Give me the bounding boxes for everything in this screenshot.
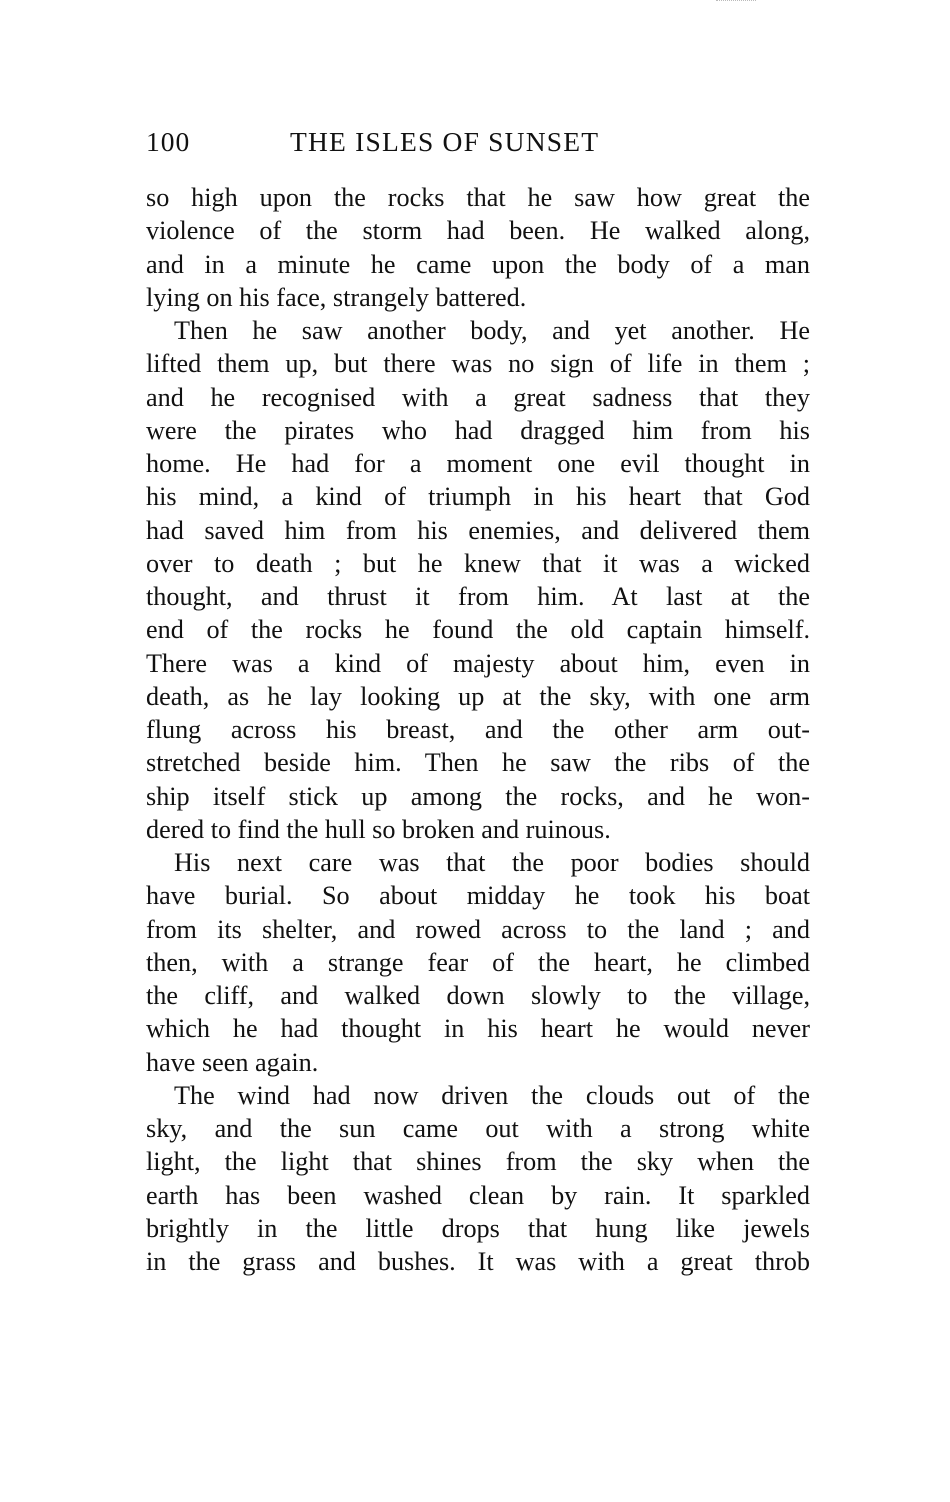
text-line: brightly in the little drops that hung like jewels — [146, 1213, 810, 1243]
scan-mark — [716, 0, 756, 7]
text-line: sky, and the sun came out with a strong white — [146, 1114, 810, 1143]
text-line: in the grass and bushes. It was with a great throb — [146, 1247, 810, 1276]
text-line: over to death ; but he knew that it was a wicked — [146, 548, 810, 578]
body-text — [146, 181, 810, 1278]
text-line: violence of the storm had been. He walked along, — [146, 216, 810, 246]
text-line: which he had thought in his heart he would never — [146, 1014, 810, 1044]
text-line: death, as he lay looking up at the sky, with one arm — [146, 681, 810, 711]
text-line: stretched beside him. Then he saw the ribs of the — [146, 748, 810, 778]
text-line: and he recognised with a great sadness that they — [146, 382, 810, 412]
text-line: earth has been washed clean by rain. It sparkled — [146, 1180, 810, 1210]
text-line: were the pirates who had dragged him from his — [146, 415, 810, 445]
page-header — [146, 122, 810, 162]
text-line: thought, and thrust it from him. At last at the — [146, 582, 810, 611]
text-line: and in a minute he came upon the body of a man — [146, 249, 810, 279]
text-line: dered to find the hull so broken and ruinous. — [146, 814, 611, 844]
running-title: THE ISLES OF SUNSET — [290, 126, 600, 157]
text-line: the cliff, and walked down slowly to the village, — [146, 981, 810, 1010]
page-number: 100 — [146, 126, 191, 157]
text-line: Then he saw another body, and yet another. He — [174, 316, 810, 345]
text-line: His next care was that the poor bodies should — [174, 848, 810, 877]
text-line: home. He had for a moment one evil thought in — [146, 449, 810, 478]
text-line: There was a kind of majesty about him, even in — [146, 648, 810, 678]
text-line: have seen again. — [146, 1047, 319, 1077]
text-line: end of the rocks he found the old captain himself. — [146, 615, 810, 645]
text-line: lying on his face, strangely battered. — [146, 282, 527, 312]
text-line: lifted them up, but there was no sign of life in them ; — [146, 349, 810, 379]
text-line: flung across his breast, and the other arm out- — [146, 715, 810, 744]
text-line: then, with a strange fear of the heart, he climbed — [146, 947, 810, 977]
text-line: his mind, a kind of triumph in his heart that God — [146, 482, 810, 512]
text-line: ship itself stick up among the rocks, and he won- — [146, 781, 810, 811]
text-line: from its shelter, and rowed across to the land ; and — [146, 914, 810, 944]
text-line: had saved him from his enemies, and delivered them — [146, 515, 810, 545]
text-line: have burial. So about midday he took his boat — [146, 881, 810, 911]
text-line: light, the light that shines from the sky when the — [146, 1147, 810, 1177]
text-line: The wind had now driven the clouds out of the — [174, 1080, 810, 1110]
text-line: so high upon the rocks that he saw how great the — [146, 183, 810, 212]
